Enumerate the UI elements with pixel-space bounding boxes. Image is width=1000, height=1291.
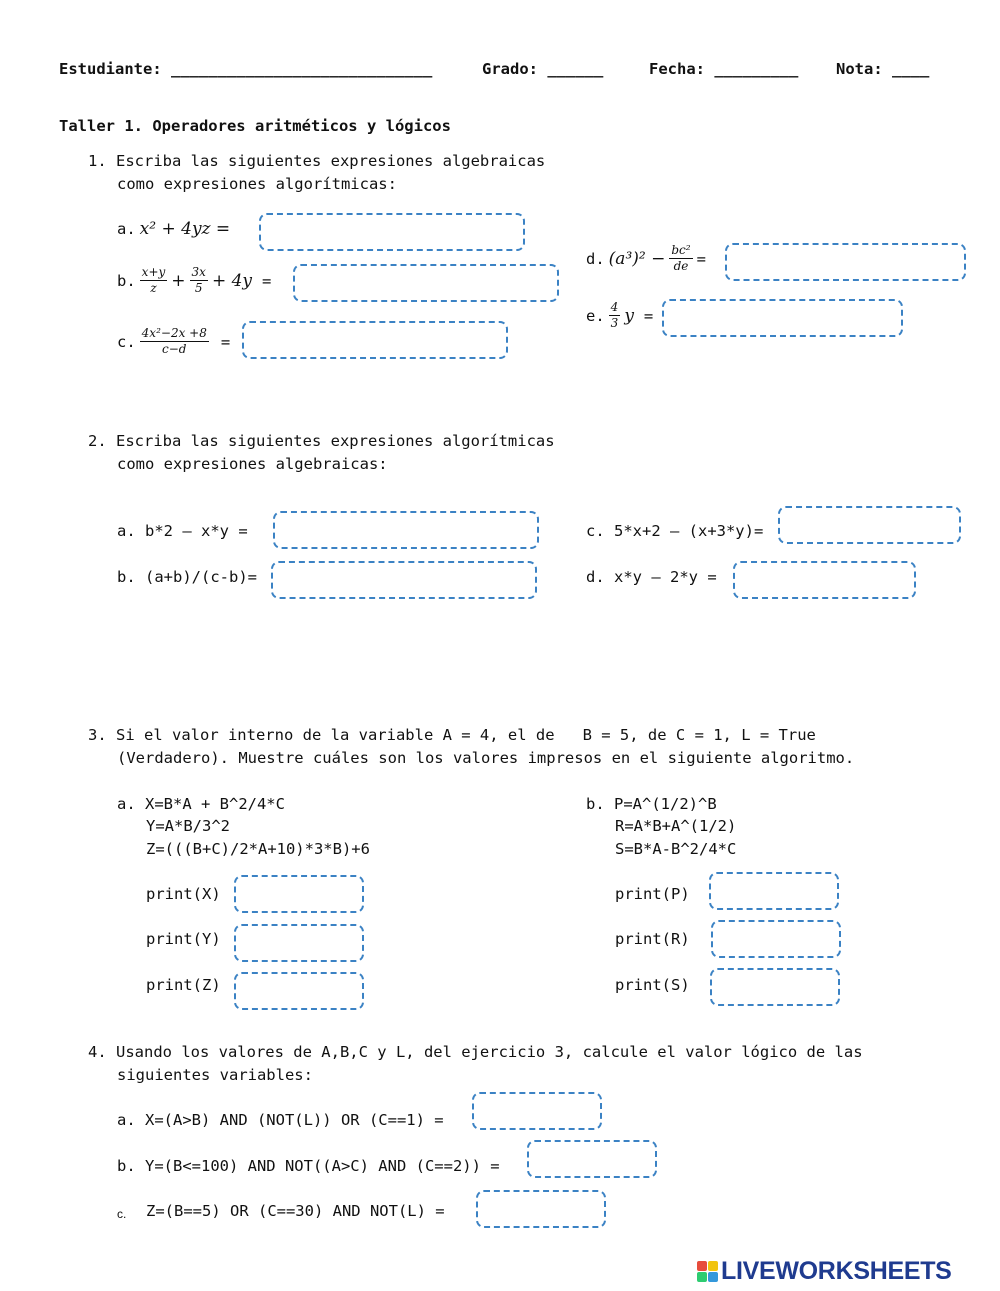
q1e-answer-box[interactable]	[662, 299, 903, 337]
grade-field: Grado: ______	[482, 60, 604, 78]
q2b-expression: b. (a+b)/(c-b)=	[117, 568, 257, 586]
q1b-answer-box[interactable]	[293, 264, 559, 302]
q1-prompt-line2: como expresiones algorítmicas:	[117, 175, 397, 193]
q3a-line1: a. X=B*A + B^2/4*C	[117, 795, 285, 813]
q2c-answer-box[interactable]	[778, 506, 961, 544]
worksheet-title: Taller 1. Operadores aritméticos y lógicos	[59, 117, 451, 135]
print-s-answer-box[interactable]	[710, 968, 840, 1006]
print-r-label: print(R)	[615, 930, 690, 948]
print-r-answer-box[interactable]	[711, 920, 841, 958]
q2c-expression: c. 5*x+2 – (x+3*y)=	[586, 522, 764, 540]
student-field: Estudiante: ____________________________	[59, 60, 433, 78]
q3-prompt-line2: (Verdadero). Muestre cuáles son los valores impresos en el siguiente algoritmo.	[117, 749, 855, 767]
logo-blocks-icon	[697, 1261, 718, 1282]
q2d-expression: d. x*y – 2*y =	[586, 568, 717, 586]
q1-prompt-line1: 1. Escriba las siguientes expresiones algebraicas	[88, 152, 546, 170]
print-y-answer-box[interactable]	[234, 924, 364, 962]
q3-prompt-line1: 3. Si el valor interno de la variable A = 4, el de B = 5, de C = 1, L = True	[88, 726, 816, 744]
q4b-answer-box[interactable]	[527, 1140, 657, 1178]
q2a-answer-box[interactable]	[273, 511, 539, 549]
q4b-expression: b. Y=(B<=100) AND NOT((A>C) AND (C==2)) =	[117, 1157, 500, 1175]
q3b-line1: b. P=A^(1/2)^B	[586, 795, 717, 813]
q2-prompt-line1: 2. Escriba las siguientes expresiones algorítmicas	[88, 432, 555, 450]
print-p-answer-box[interactable]	[709, 872, 839, 910]
logo-block	[697, 1261, 707, 1271]
print-y-label: print(Y)	[146, 930, 221, 948]
q1c-expression: c. $\frac{\text{4x²−2x +8}}{c-d}$ =	[117, 326, 231, 356]
q1a-expression: a. x² + 4yz =	[117, 219, 231, 239]
liveworksheets-logo	[697, 1257, 952, 1286]
q4a-answer-box[interactable]	[472, 1092, 602, 1130]
q3a-line2: Y=A*B/3^2	[146, 817, 230, 835]
q4-prompt-line2: siguientes variables:	[117, 1066, 313, 1084]
print-x-label: print(X)	[146, 885, 221, 903]
q3b-line2: R=A*B+A^(1/2)	[615, 817, 737, 835]
q4c-label: c.	[117, 1207, 127, 1221]
logo-block	[708, 1261, 718, 1271]
print-z-answer-box[interactable]	[234, 972, 364, 1010]
logo-text: LIVEWORKSHEETS	[721, 1257, 952, 1285]
q1b-expression: b. $\frac{x+y}{z}$ + $\frac{3x}{5}$ + 4y =	[117, 265, 272, 295]
q4c-answer-box[interactable]	[476, 1190, 606, 1228]
q2b-answer-box[interactable]	[271, 561, 537, 599]
q1a-answer-box[interactable]	[259, 213, 525, 251]
q3b-line3: S=B*A-B^2/4*C	[615, 840, 737, 858]
q2a-expression: a. b*2 – x*y =	[117, 522, 248, 540]
q4a-expression: a. X=(A>B) AND (NOT(L)) OR (C==1) =	[117, 1111, 444, 1129]
print-z-label: print(Z)	[146, 976, 221, 994]
print-p-label: print(P)	[615, 885, 690, 903]
q2d-answer-box[interactable]	[733, 561, 916, 599]
q1d-expression: d. (a³)² − $\frac{\text{bc²}}{de}$ =	[586, 243, 706, 273]
score-field: Nota: ____	[836, 60, 930, 78]
print-x-answer-box[interactable]	[234, 875, 364, 913]
q2-prompt-line2: como expresiones algebraicas:	[117, 455, 388, 473]
print-s-label: print(S)	[615, 976, 690, 994]
q1c-answer-box[interactable]	[242, 321, 508, 359]
q1e-expression: e. $\frac{4}{3}$ y =	[586, 300, 654, 330]
logo-block	[708, 1272, 718, 1282]
logo-block	[697, 1272, 707, 1282]
q1d-answer-box[interactable]	[725, 243, 966, 281]
q4-prompt-line1: 4. Usando los valores de A,B,C y L, del ejercicio 3, calcule el valor lógico de las	[88, 1043, 863, 1061]
date-field: Fecha: _________	[649, 60, 799, 78]
q3a-line3: Z=(((B+C)/2*A+10)*3*B)+6	[146, 840, 370, 858]
q4c-expression: Z=(B==5) OR (C==30) AND NOT(L) =	[146, 1202, 445, 1220]
